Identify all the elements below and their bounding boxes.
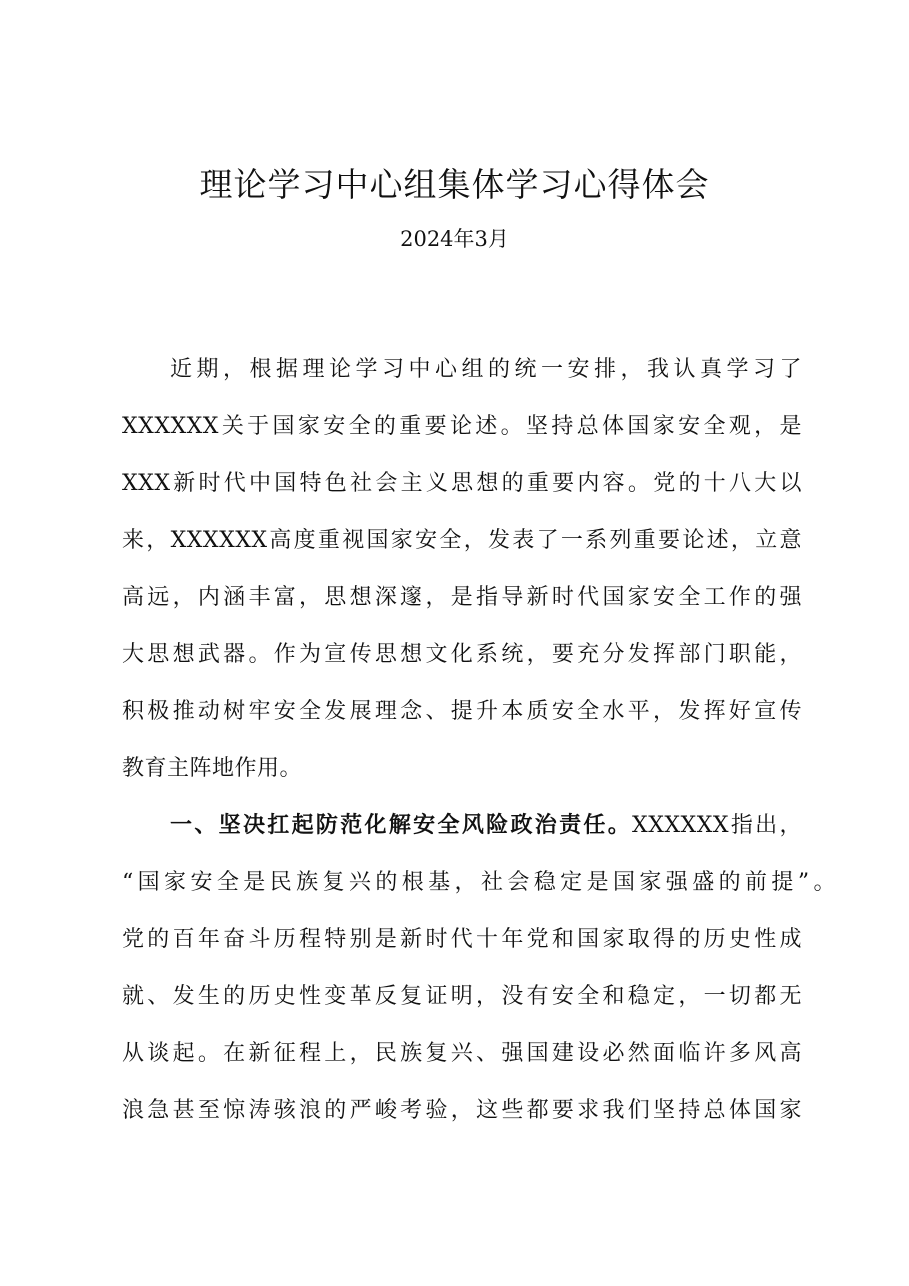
paragraph-section-one	[122, 804, 836, 1146]
text-line: XXXXXX关于国家安全的重要论述。坚持总体国家安全观，是	[122, 414, 802, 439]
text-line: 教育主阵地作用。	[122, 756, 303, 781]
document-title: 理论学习中心组集体学习心得体会	[199, 165, 710, 204]
text-line: XXX新时代中国特色社会主义思想的重要内容。党的十八大以	[122, 471, 802, 496]
paragraph-intro	[122, 348, 802, 804]
section-heading: 一、坚决扛起防范化解安全风险政治责任。	[170, 813, 633, 838]
text-line: 来，XXXXXX高度重视国家安全，发表了一系列重要论述，立意	[122, 528, 802, 553]
text-line: 就、发生的历史性变革反复证明，没有安全和稳定，一切都无	[122, 984, 802, 1009]
document-body	[122, 348, 836, 1146]
text-line: 高远，内涵丰富，思想深邃，是指导新时代国家安全工作的强	[122, 585, 802, 610]
text-line: 近期，根据理论学习中心组的统一安排，我认真学习了	[170, 357, 802, 382]
document-date: 2024年3月	[400, 227, 509, 251]
text-line: 浪急甚至惊涛骇浪的严峻考验，这些都要求我们坚持总体国家	[122, 1098, 802, 1123]
text-line: 积极推动树牢安全发展理念、提升本质安全水平，发挥好宣传	[122, 699, 802, 724]
text-line: “国家安全是民族复兴的根基，社会稳定是国家强盛的前提”。	[122, 870, 836, 895]
text-line: 大思想武器。作为宣传思想文化系统，要充分发挥部门职能，	[122, 642, 802, 667]
text-line: 从谈起。在新征程上，民族复兴、强国建设必然面临许多风高	[122, 1041, 802, 1066]
section-first-line	[122, 804, 802, 861]
text-line: 党的百年奋斗历程特别是新时代十年党和国家取得的历史性成	[122, 927, 802, 952]
section-first-line-text: XXXXXX指出，	[632, 813, 802, 838]
